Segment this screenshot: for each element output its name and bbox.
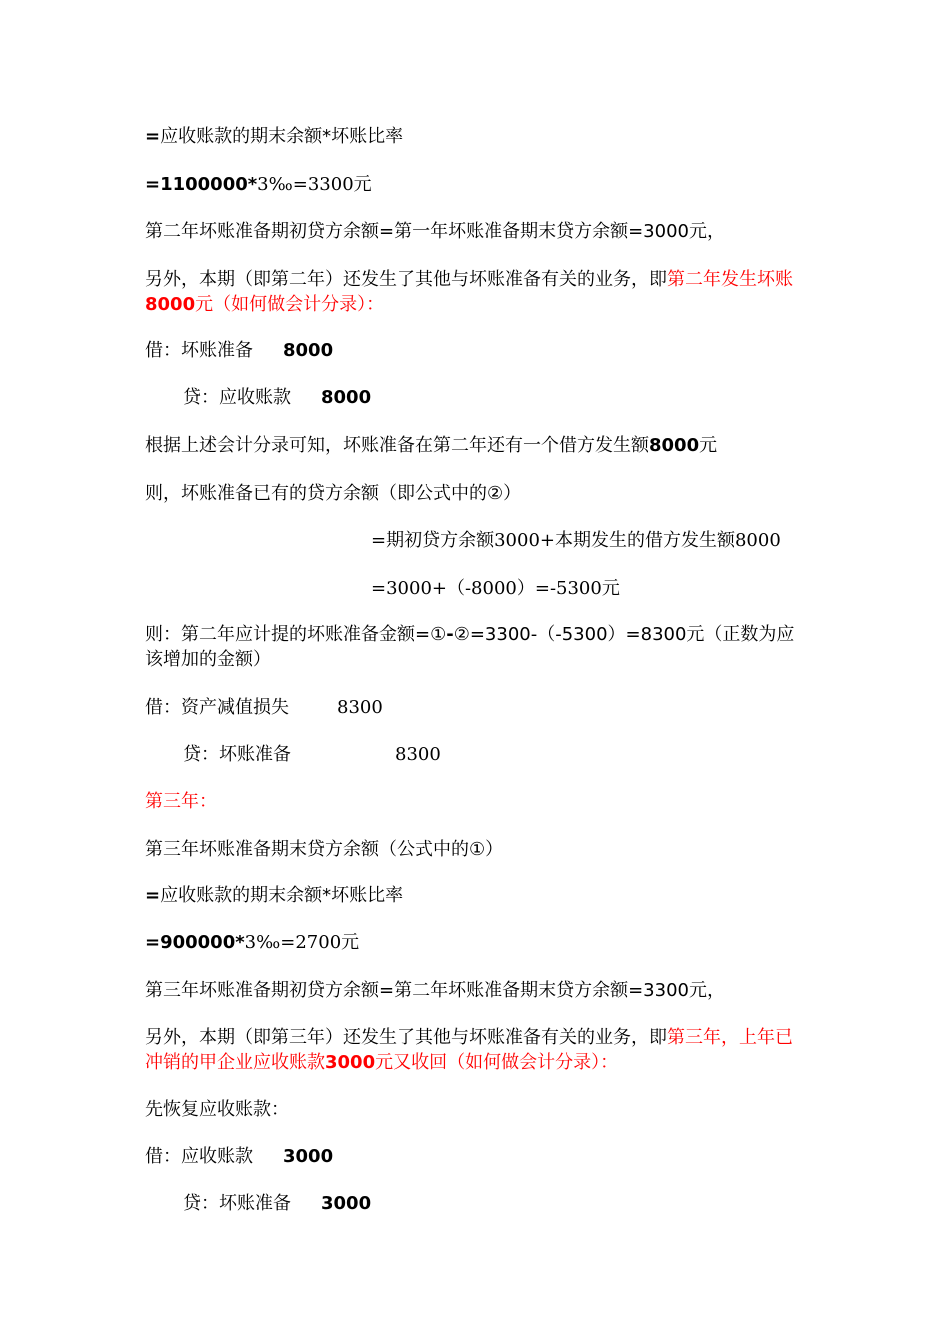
entry-label: 贷：坏账准备 [183, 744, 291, 765]
entry-label: 借：资产减值损失 [145, 697, 289, 718]
opening-balance-line: 第二年坏账准备期初贷方余额=第一年坏账准备期末贷方余额=3000元， [145, 221, 725, 242]
journal-entry-debit [145, 1144, 333, 1169]
highlight-text: 元又收回（如何做会计分录）： [375, 1052, 619, 1073]
journal-entry-debit [145, 695, 383, 720]
balance-result-line: =3000+（-8000）=-5300元 [371, 578, 620, 599]
provision-text: 则：第二年应计提的坏账准备金额=① [145, 624, 447, 645]
entry-label: 贷：坏账准备 [183, 1193, 291, 1214]
formula-equals: = [145, 126, 161, 147]
entry-amount: 8000 [283, 340, 334, 361]
highlight-text: 元（如何做会计分录）： [195, 294, 385, 315]
business-paragraph [145, 267, 800, 317]
entry-amount: 3000 [321, 1193, 372, 1214]
entry-amount: 8300 [395, 744, 441, 765]
entry-label: 借：坏账准备 [145, 340, 253, 361]
highlight-text: 第三年，上年已冲销的甲企业应收账款 [145, 1027, 793, 1073]
paragraph-text: 另外，本期（即第三年）还发生了其他与坏账准备有关的业务，即 [145, 1027, 667, 1048]
formula-text: 应收账款的期末余额*坏账比率 [160, 885, 404, 906]
formula-line [145, 883, 403, 908]
entry-amount: 3000 [283, 1146, 334, 1167]
year-three-heading: 第三年： [145, 791, 217, 812]
provision-minus: - [446, 624, 454, 645]
business-paragraph [145, 1025, 800, 1075]
entry-label: 借：应收账款 [145, 1146, 253, 1167]
analysis-line [145, 433, 717, 458]
provision-paragraph [145, 622, 800, 672]
provision-text: ②=3300-（-5300）=8300元（正数为应该增加的金额） [145, 624, 795, 670]
closing-balance-line: 第三年坏账准备期末贷方余额（公式中的①） [145, 839, 504, 860]
balance-formula-line: =期初贷方余额3000+本期发生的借方发生额8000 [371, 530, 781, 551]
calculation-result: 3‰=2700元 [244, 932, 360, 953]
analysis-unit: 元 [699, 435, 718, 456]
entry-label: 贷：应收账款 [183, 387, 291, 408]
journal-entry-debit [145, 338, 333, 363]
formula-line [145, 124, 403, 149]
opening-balance-line: 第三年坏账准备期初贷方余额=第二年坏账准备期末贷方余额=3300元， [145, 980, 725, 1001]
existing-balance-line: 则，坏账准备已有的贷方余额（即公式中的②） [145, 483, 522, 504]
highlight-amount: 8000 [145, 294, 196, 315]
entry-amount: 8300 [337, 697, 383, 718]
calculation-line [145, 930, 359, 955]
entry-amount: 8000 [321, 387, 372, 408]
journal-entry-credit [183, 385, 371, 410]
calculation-result: 3‰=3300元 [257, 174, 372, 195]
calculation-bold: =900000* [145, 932, 245, 953]
analysis-amount: 8000 [649, 435, 700, 456]
calculation-bold: =1100000* [145, 174, 258, 195]
highlight-amount: 3000 [325, 1052, 376, 1073]
restore-receivable-line: 先恢复应收账款： [145, 1099, 289, 1120]
analysis-text: 根据上述会计分录可知，坏账准备在第二年还有一个借方发生额 [145, 435, 649, 456]
highlight-text: 第二年发生坏账 [667, 269, 793, 290]
journal-entry-credit [183, 1191, 371, 1216]
journal-entry-credit [183, 742, 441, 767]
calculation-line [145, 172, 372, 197]
formula-equals: = [145, 885, 161, 906]
formula-text: 应收账款的期末余额*坏账比率 [160, 126, 404, 147]
paragraph-text: 另外，本期（即第二年）还发生了其他与坏账准备有关的业务，即 [145, 269, 667, 290]
